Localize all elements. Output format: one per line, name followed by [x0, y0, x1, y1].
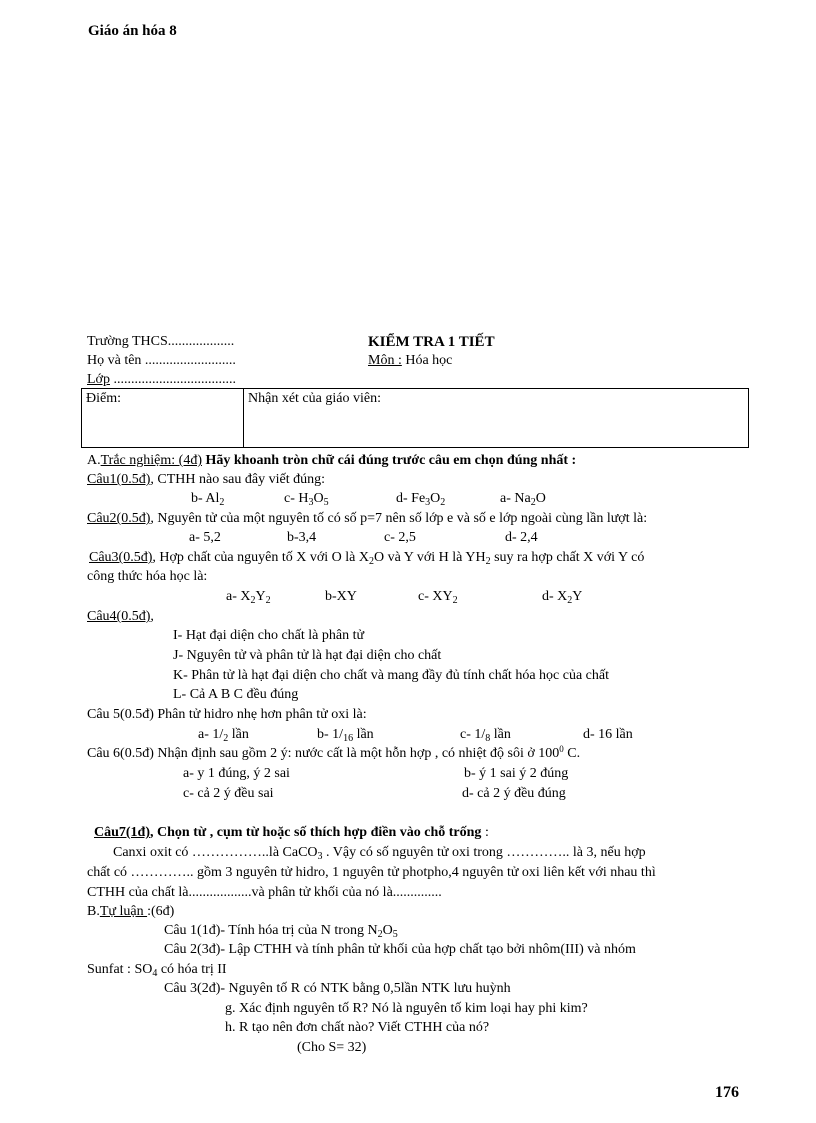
q1-option-c[interactable]: c- $H_3O_5$: [284, 491, 329, 508]
running-title: Giáo án hóa 8: [88, 23, 177, 39]
q3-option-d[interactable]: d- $X_2Y$: [542, 589, 583, 606]
q3-line2: công thức hóa học là:: [87, 569, 208, 584]
exam-title: KIỂM TRA 1 TIẾT: [368, 334, 495, 350]
question-7: Câu7(1đ), Chọn từ , cụm từ hoặc số thích hợp điền vào chỗ trống :: [94, 825, 489, 840]
q7-label: Câu7(1đ): [94, 825, 151, 840]
essay-question-3-h: h. R tạo nên đơn chất nào? Viết CTHH của nó?: [225, 1020, 490, 1035]
score-cell[interactable]: [82, 389, 244, 448]
q6-option-c[interactable]: c- cả 2 ý đều sai: [183, 786, 274, 801]
question-3: Câu3(0.5đ), Hợp chất của nguyên tố X với O là $X_2O$ và Y với H là $YH_2$ suy ra hợp chất X với Y có: [89, 550, 645, 567]
q7-instruction: , Chọn từ , cụm từ hoặc số thích hợp điền vào chỗ trống: [150, 825, 482, 840]
subject-value: Hóa học: [401, 353, 453, 368]
essay-question-1: Câu 1(1đ)- Tính hóa trị của N trong $N_2O_5$: [164, 923, 398, 940]
section-a-label: Trắc nghiệm: (4đ): [100, 453, 202, 468]
q5-option-b[interactable]: b- $1/_{16}$ lần: [317, 727, 374, 744]
page-number: 176: [715, 1084, 739, 1101]
section-b-heading: B.Tự luận :(6đ): [87, 904, 175, 919]
q5-option-a[interactable]: a- $1/_2$ lần: [198, 727, 249, 744]
section-a-instruction: Hãy khoanh tròn chữ cái đúng trước câu em chọn đúng nhất :: [201, 453, 577, 468]
school-field: Trường THCS...................: [87, 334, 235, 349]
score-label: Điểm:: [86, 391, 121, 406]
section-b-label: Tự luận: [99, 904, 148, 919]
section-a-heading: [87, 452, 576, 470]
q2-option-a[interactable]: a- 5,2: [189, 530, 221, 545]
question-1: [87, 471, 325, 489]
question-2: [87, 510, 647, 528]
class-field: [87, 371, 236, 389]
q1-text: , CTHH nào sau đây viết đúng:: [150, 472, 325, 487]
q3-label: Câu3(0.5đ): [89, 550, 153, 565]
question-4: Câu4(0.5đ),: [87, 609, 154, 624]
essay-question-3: Câu 3(2đ)- Nguyên tố R có NTK bằng 0,5lần NTK lưu huỳnh: [164, 981, 511, 996]
comment-cell[interactable]: [244, 389, 749, 448]
q2-option-c[interactable]: c- 2,5: [384, 530, 416, 545]
q3-line1: , Hợp chất của nguyên tố X với O là X: [152, 550, 369, 565]
essay-question-3-g: g. Xác định nguyên tố R? Nó là nguyên tố kim loại hay phi kim?: [225, 1001, 588, 1016]
essay-question-2: Câu 2(3đ)- Lập CTHH và tính phân tử khối của hợp chất tạo bởi nhôm(III) và nhóm: [164, 942, 636, 957]
q7-line-2: chất có ………….. gồm 3 nguyên tử hidro, 1 nguyên tử photpho,4 nguyên tử oxi liên kết với nhau thì: [87, 865, 656, 880]
q2-label: Câu2(0.5đ): [87, 511, 151, 526]
question-5: Câu 5(0.5đ) Phân tử hidro nhẹ hơn phân tử oxi là:: [87, 707, 367, 722]
q3-option-b[interactable]: b-XY: [325, 589, 357, 604]
q7-line-1: Canxi oxit có ……………..là CaCO$_3$ . Vậy có số nguyên tử oxi trong ………….. là 3, nếu hợp: [113, 845, 646, 862]
name-field: Họ và tên ..........................: [87, 353, 236, 368]
q4-option-l[interactable]: L- Cả A B C đều đúng: [173, 687, 299, 702]
essay-question-2-cont: Sunfat : $SO_4$ có hóa trị II: [87, 962, 227, 979]
subject-label: Môn :: [368, 353, 402, 368]
q6-option-a[interactable]: a- y 1 đúng, ý 2 sai: [183, 766, 290, 781]
q6-option-d[interactable]: d- cả 2 ý đều đúng: [462, 786, 566, 801]
q4-option-i[interactable]: I- Hạt đại diện cho chất là phân tử: [173, 628, 365, 643]
q2-option-d[interactable]: d- 2,4: [505, 530, 538, 545]
q1-option-b[interactable]: b- $Al_2$: [191, 491, 225, 508]
q3-option-a[interactable]: a- $X_2Y_2$: [226, 589, 271, 606]
q2-option-b[interactable]: b-3,4: [287, 530, 317, 545]
q3-option-c[interactable]: c- $XY_2$: [418, 589, 458, 606]
class-label: Lớp: [87, 372, 110, 387]
question-6: Câu 6(0.5đ) Nhận định sau gồm 2 ý: nước cất là một hỗn hợp , có nhiệt độ sôi ở $100^0$ C.: [87, 744, 581, 761]
q4-label: Câu4(0.5đ): [87, 609, 151, 624]
q4-option-k[interactable]: K- Phân tử là hạt đại diện cho chất và mang đầy đủ tính chất hóa học của chất: [173, 668, 609, 683]
q1-option-a[interactable]: a- $Na_2O$: [500, 491, 546, 508]
section-a-prefix: A.: [87, 453, 101, 468]
q1-label: Câu1(0.5đ): [87, 472, 151, 487]
class-dots: ...................................: [109, 372, 236, 387]
q4-option-j[interactable]: J- Nguyên tử và phân tử là hạt đại diện cho chất: [173, 648, 442, 663]
q2-text: , Nguyên tử của một nguyên tố có số p=7 nên số lớp e và số e lớp ngoài cùng lần lượt là:: [150, 511, 648, 526]
q7-line-3: CTHH của chất là..................và phân tử khối của nó là..............: [87, 885, 442, 900]
q5-option-c[interactable]: c- $1/_8$ lần: [460, 727, 511, 744]
essay-note: (Cho S= 32): [297, 1040, 367, 1055]
q5-option-d[interactable]: d- 16 lần: [583, 727, 633, 742]
subject-line: [368, 352, 452, 370]
grade-table: [81, 388, 749, 448]
q6-option-b[interactable]: b- ý 1 sai ý 2 đúng: [464, 766, 569, 781]
comment-label: Nhận xét của giáo viên:: [248, 391, 381, 406]
q1-option-d[interactable]: d- $Fe_3O_2$: [396, 491, 446, 508]
